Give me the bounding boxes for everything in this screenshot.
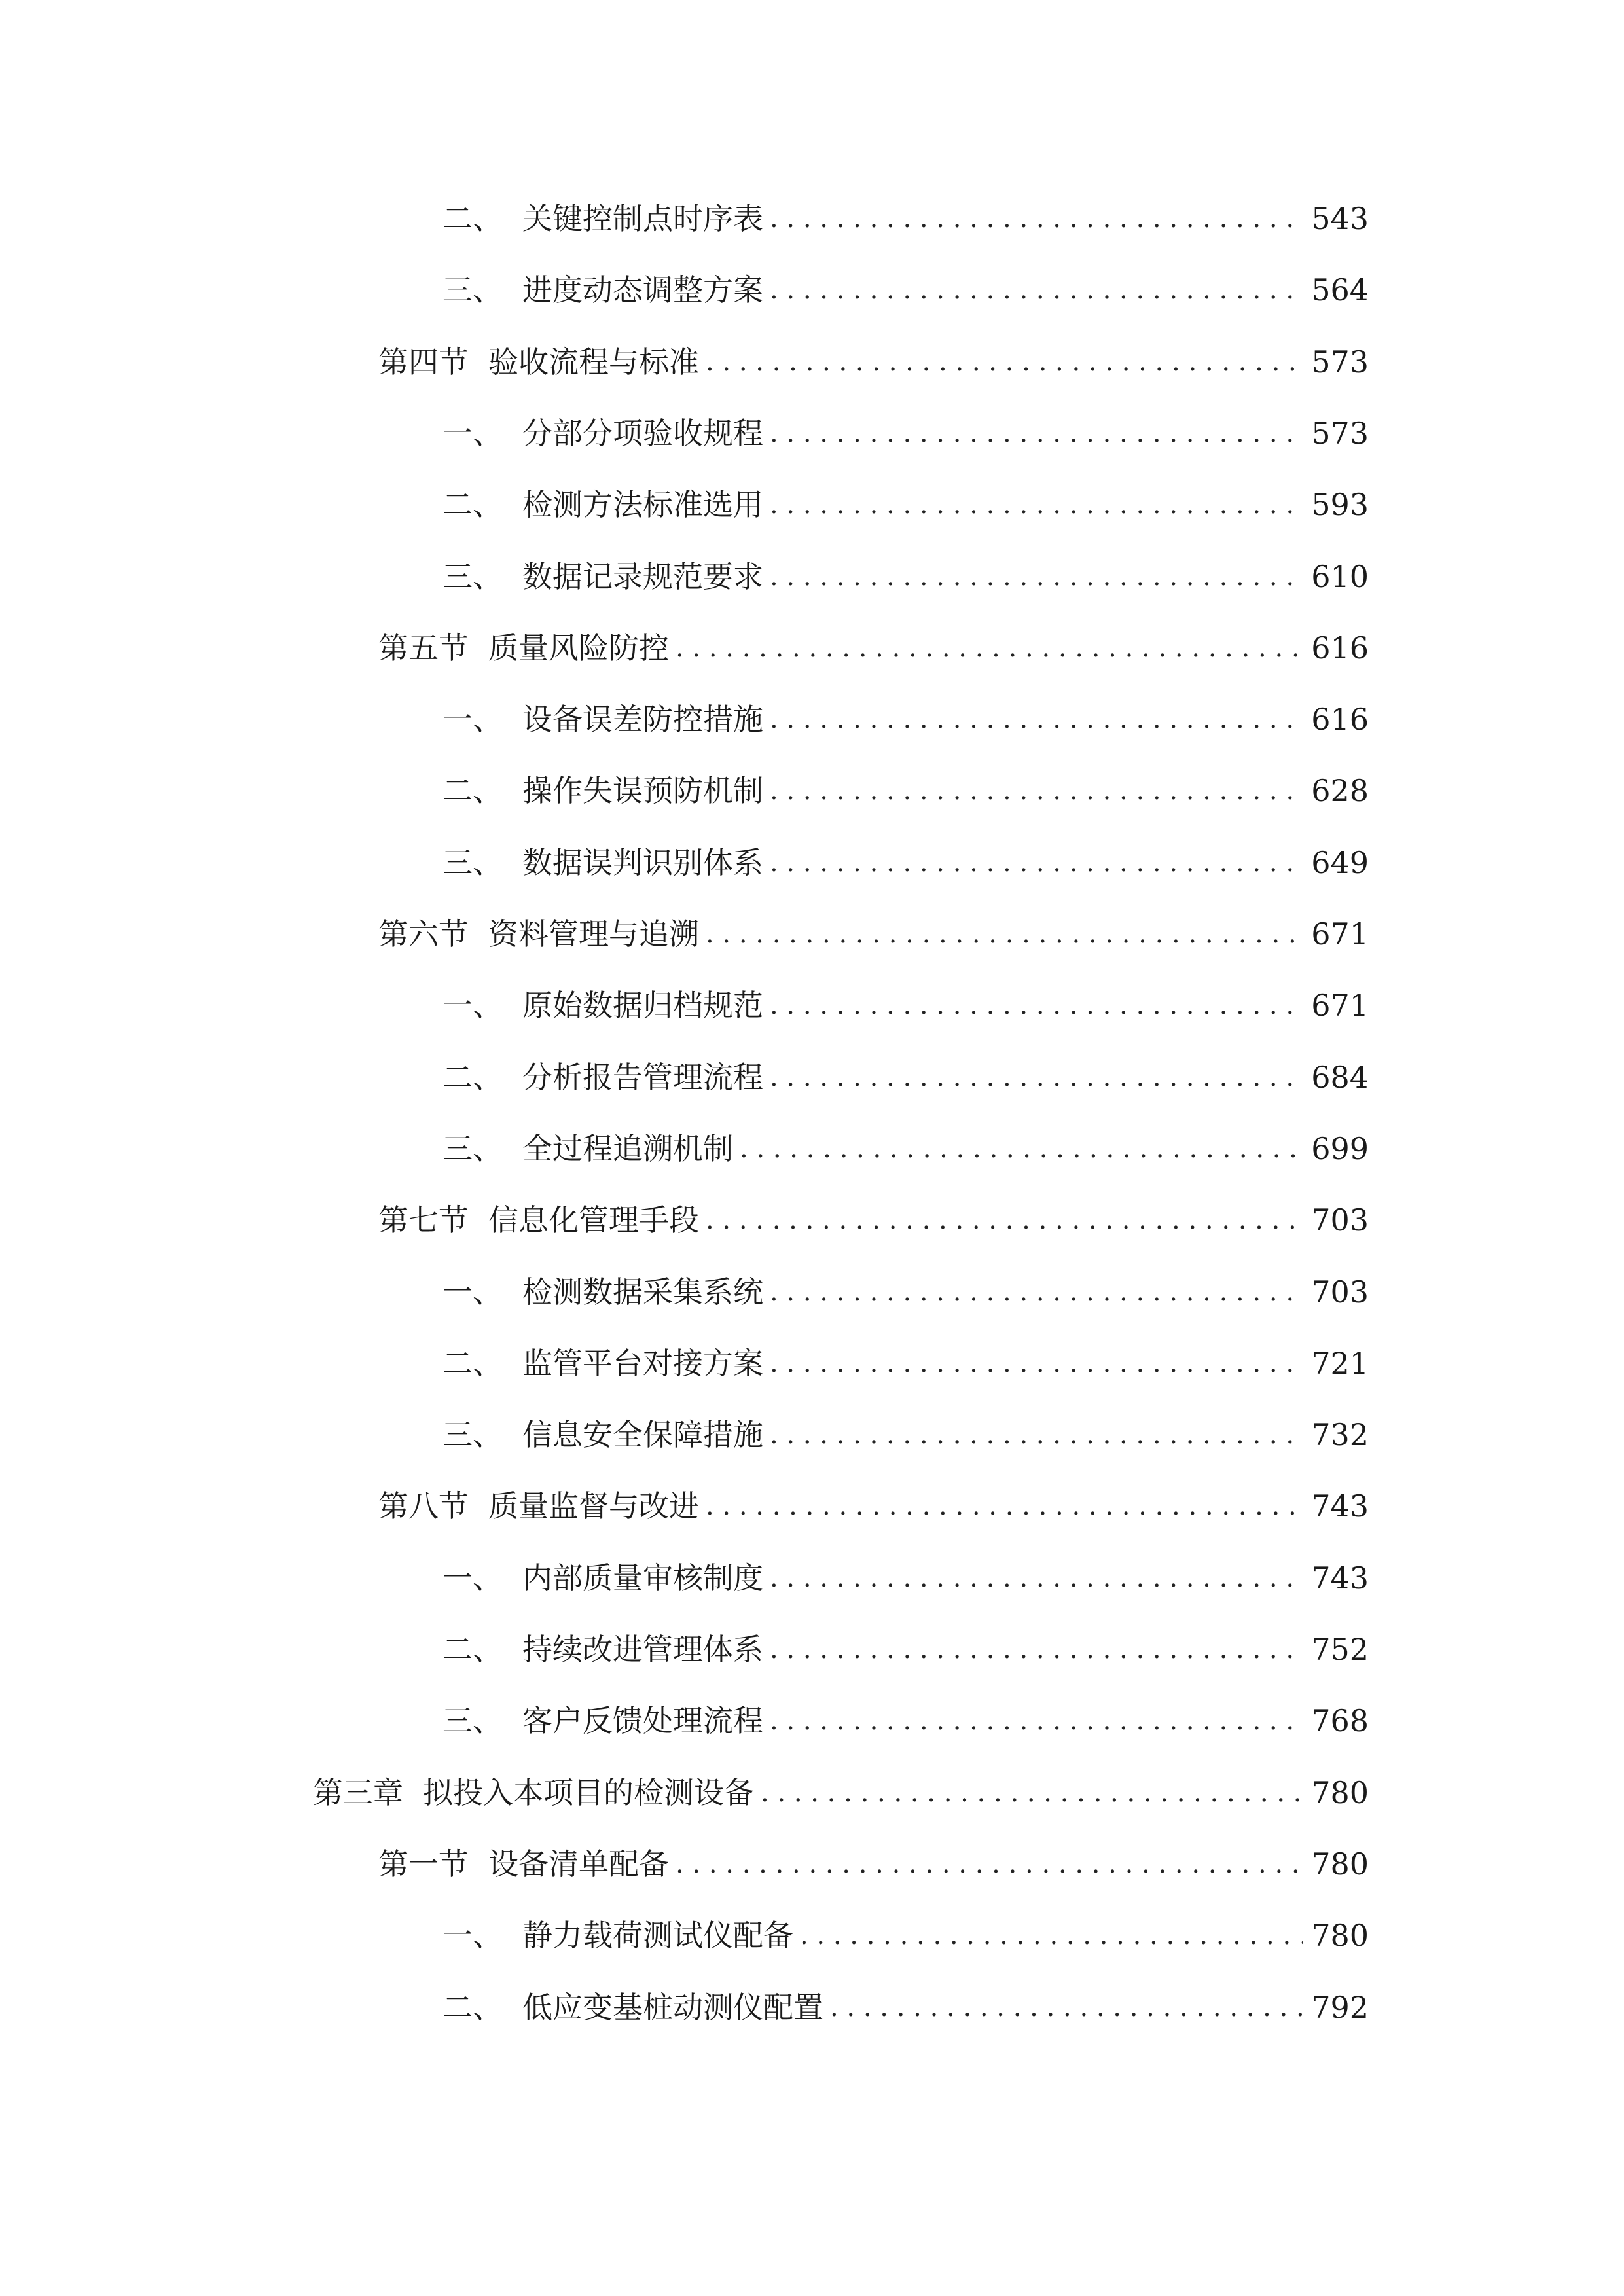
toc-dot-leader — [706, 908, 1303, 960]
toc-dot-leader — [770, 1623, 1303, 1676]
toc-entry-number: 二、 — [442, 201, 503, 236]
toc-entry-number: 二、 — [442, 1990, 503, 2025]
toc-entry-number: 二、 — [442, 1346, 503, 1381]
toc-entry-title: 分析报告管理流程 — [522, 1060, 763, 1095]
toc-entry-number: 三、 — [442, 1131, 503, 1166]
toc-entry-title: 质量风险防控 — [488, 630, 669, 666]
toc-entry-number: 三、 — [442, 272, 503, 308]
toc-entry-number: 三、 — [442, 1703, 503, 1738]
toc-entry-title: 客户反馈处理流程 — [522, 1703, 763, 1738]
toc-entry-page-number: 610 — [1311, 559, 1369, 594]
toc-entry[interactable] — [442, 1909, 1369, 1962]
toc-entry-page-number: 593 — [1311, 487, 1369, 522]
toc-entry-page-number: 616 — [1311, 630, 1369, 666]
toc-entry[interactable] — [442, 1623, 1369, 1676]
toc-entry-title: 监管平台对接方案 — [522, 1346, 763, 1381]
toc-entry[interactable] — [378, 336, 1369, 388]
toc-entry-title: 低应变基桩动测仪配置 — [522, 1990, 823, 2025]
toc-entry-title: 关键控制点时序表 — [522, 201, 763, 236]
toc-dot-leader — [770, 1552, 1303, 1604]
toc-entry[interactable] — [442, 1122, 1369, 1175]
toc-dot-leader — [770, 1337, 1303, 1390]
toc-entry-page-number: 780 — [1311, 1918, 1369, 1953]
toc-entry-number: 二、 — [442, 1632, 503, 1667]
toc-entry-title: 全过程追溯机制 — [522, 1131, 733, 1166]
toc-entry-title: 检测数据采集系统 — [522, 1274, 763, 1310]
toc-dot-leader — [770, 192, 1303, 245]
toc-entry-number: 二、 — [442, 1060, 503, 1095]
toc-entry[interactable] — [442, 764, 1369, 817]
toc-entry-number: 第六节 — [378, 916, 469, 952]
toc-entry-title: 内部质量审核制度 — [522, 1560, 763, 1596]
toc-entry-title: 设备清单配备 — [488, 1846, 669, 1882]
toc-dot-leader — [770, 264, 1303, 316]
toc-entry-page-number: 743 — [1311, 1560, 1369, 1596]
toc-entry-title: 持续改进管理体系 — [522, 1632, 763, 1667]
toc-entry-number: 一、 — [442, 1918, 503, 1953]
toc-dot-leader — [706, 336, 1303, 388]
toc-entry-title: 信息化管理手段 — [488, 1202, 699, 1238]
toc-entry[interactable] — [442, 407, 1369, 459]
toc-entry[interactable] — [442, 1408, 1369, 1461]
toc-entry-title: 分部分项验收规程 — [522, 416, 763, 451]
toc-dot-leader — [770, 836, 1303, 889]
toc-entry-page-number: 573 — [1311, 416, 1369, 451]
toc-entry-title: 进度动态调整方案 — [522, 272, 763, 308]
toc-dot-leader — [830, 1981, 1303, 2034]
toc-dot-leader — [740, 1122, 1303, 1175]
toc-entry-number: 三、 — [442, 1417, 503, 1452]
toc-entry-number: 二、 — [442, 487, 503, 522]
toc-entry-title: 检测方法标准选用 — [522, 487, 763, 522]
toc-entry-number: 一、 — [442, 1274, 503, 1310]
toc-entry-page-number: 616 — [1311, 702, 1369, 737]
toc-entry-number: 一、 — [442, 988, 503, 1023]
toc-entry-page-number: 721 — [1311, 1346, 1369, 1381]
toc-entry-number: 三、 — [442, 845, 503, 880]
toc-dot-leader — [770, 764, 1303, 817]
toc-entry-title: 设备误差防控措施 — [522, 702, 763, 737]
toc-entry-page-number: 543 — [1311, 201, 1369, 236]
toc-entry-number: 二、 — [442, 773, 503, 808]
toc-entry-page-number: 684 — [1311, 1060, 1369, 1095]
toc-entry-number: 一、 — [442, 702, 503, 737]
toc-entry[interactable] — [442, 693, 1369, 745]
toc-entry[interactable] — [442, 1552, 1369, 1604]
toc-entry[interactable] — [378, 622, 1369, 674]
toc-entry-page-number: 699 — [1311, 1131, 1369, 1166]
toc-entry-title: 资料管理与追溯 — [488, 916, 699, 952]
toc-entry-page-number: 752 — [1311, 1632, 1369, 1667]
toc-entry-title: 数据误判识别体系 — [522, 845, 763, 880]
toc-entry[interactable] — [378, 1838, 1369, 1890]
toc-entry-title: 操作失误预防机制 — [522, 773, 763, 808]
toc-entry-page-number: 732 — [1311, 1417, 1369, 1452]
toc-dot-leader — [706, 1480, 1303, 1532]
toc-entry-page-number: 780 — [1311, 1846, 1369, 1882]
toc-entry-number: 第一节 — [378, 1846, 469, 1882]
toc-entry[interactable] — [442, 192, 1369, 245]
toc-dot-leader — [770, 979, 1303, 1031]
toc-entry-page-number: 573 — [1311, 344, 1369, 380]
toc-entry-page-number: 671 — [1311, 988, 1369, 1023]
toc-entry[interactable] — [442, 1266, 1369, 1318]
toc-entry-page-number: 780 — [1311, 1775, 1369, 1810]
toc-entry[interactable] — [442, 478, 1369, 531]
toc-entry[interactable] — [442, 979, 1369, 1031]
toc-entry-page-number: 649 — [1311, 845, 1369, 880]
toc-entry[interactable] — [378, 1480, 1369, 1532]
toc-entry-title: 信息安全保障措施 — [522, 1417, 763, 1452]
toc-entry-title: 拟投入本项目的检测设备 — [423, 1775, 754, 1810]
toc-entry[interactable] — [442, 264, 1369, 316]
toc-entry-page-number: 671 — [1311, 916, 1369, 952]
toc-entry[interactable] — [442, 550, 1369, 603]
toc-entry-title: 数据记录规范要求 — [522, 559, 763, 594]
toc-entry-page-number: 564 — [1311, 272, 1369, 308]
toc-entry-title: 验收流程与标准 — [488, 344, 699, 380]
toc-entry-number: 第四节 — [378, 344, 469, 380]
toc-entry-page-number: 703 — [1311, 1274, 1369, 1310]
toc-entry-number: 三、 — [442, 559, 503, 594]
toc-entry-page-number: 703 — [1311, 1202, 1369, 1238]
toc-entry-number: 一、 — [442, 1560, 503, 1596]
toc-entry-number: 一、 — [442, 416, 503, 451]
toc-entry-number: 第五节 — [378, 630, 469, 666]
toc-dot-leader — [770, 407, 1303, 459]
toc-dot-leader — [770, 550, 1303, 603]
toc-entry-page-number: 768 — [1311, 1703, 1369, 1738]
toc-entry[interactable] — [442, 1695, 1369, 1747]
toc-dot-leader — [770, 693, 1303, 745]
toc-dot-leader — [770, 1408, 1303, 1461]
toc-entry-page-number: 628 — [1311, 773, 1369, 808]
toc-entry-number: 第七节 — [378, 1202, 469, 1238]
toc-dot-leader — [761, 1767, 1303, 1819]
toc-entry-title: 原始数据归档规范 — [522, 988, 763, 1023]
toc-entry[interactable] — [442, 836, 1369, 889]
toc-dot-leader — [676, 622, 1303, 674]
toc-entry[interactable] — [442, 1981, 1369, 2034]
toc-entry-page-number: 743 — [1311, 1488, 1369, 1524]
toc-entry[interactable] — [378, 908, 1369, 960]
toc-dot-leader — [676, 1838, 1303, 1890]
toc-dot-leader — [770, 1266, 1303, 1318]
toc-entry-number: 第八节 — [378, 1488, 469, 1524]
toc-entry-number: 第三章 — [313, 1775, 403, 1810]
toc-entry-title: 静力载荷测试仪配备 — [522, 1918, 793, 1953]
toc-entry[interactable] — [442, 1051, 1369, 1103]
toc-entry[interactable] — [313, 1767, 1369, 1819]
toc-entry-page-number: 792 — [1311, 1990, 1369, 2025]
toc-dot-leader — [770, 1695, 1303, 1747]
toc-dot-leader — [770, 478, 1303, 531]
toc-entry[interactable] — [378, 1194, 1369, 1246]
toc-dot-leader — [770, 1051, 1303, 1103]
toc-entry[interactable] — [442, 1337, 1369, 1390]
toc-entry-title: 质量监督与改进 — [488, 1488, 699, 1524]
toc-dot-leader — [800, 1909, 1303, 1962]
toc-dot-leader — [706, 1194, 1303, 1246]
